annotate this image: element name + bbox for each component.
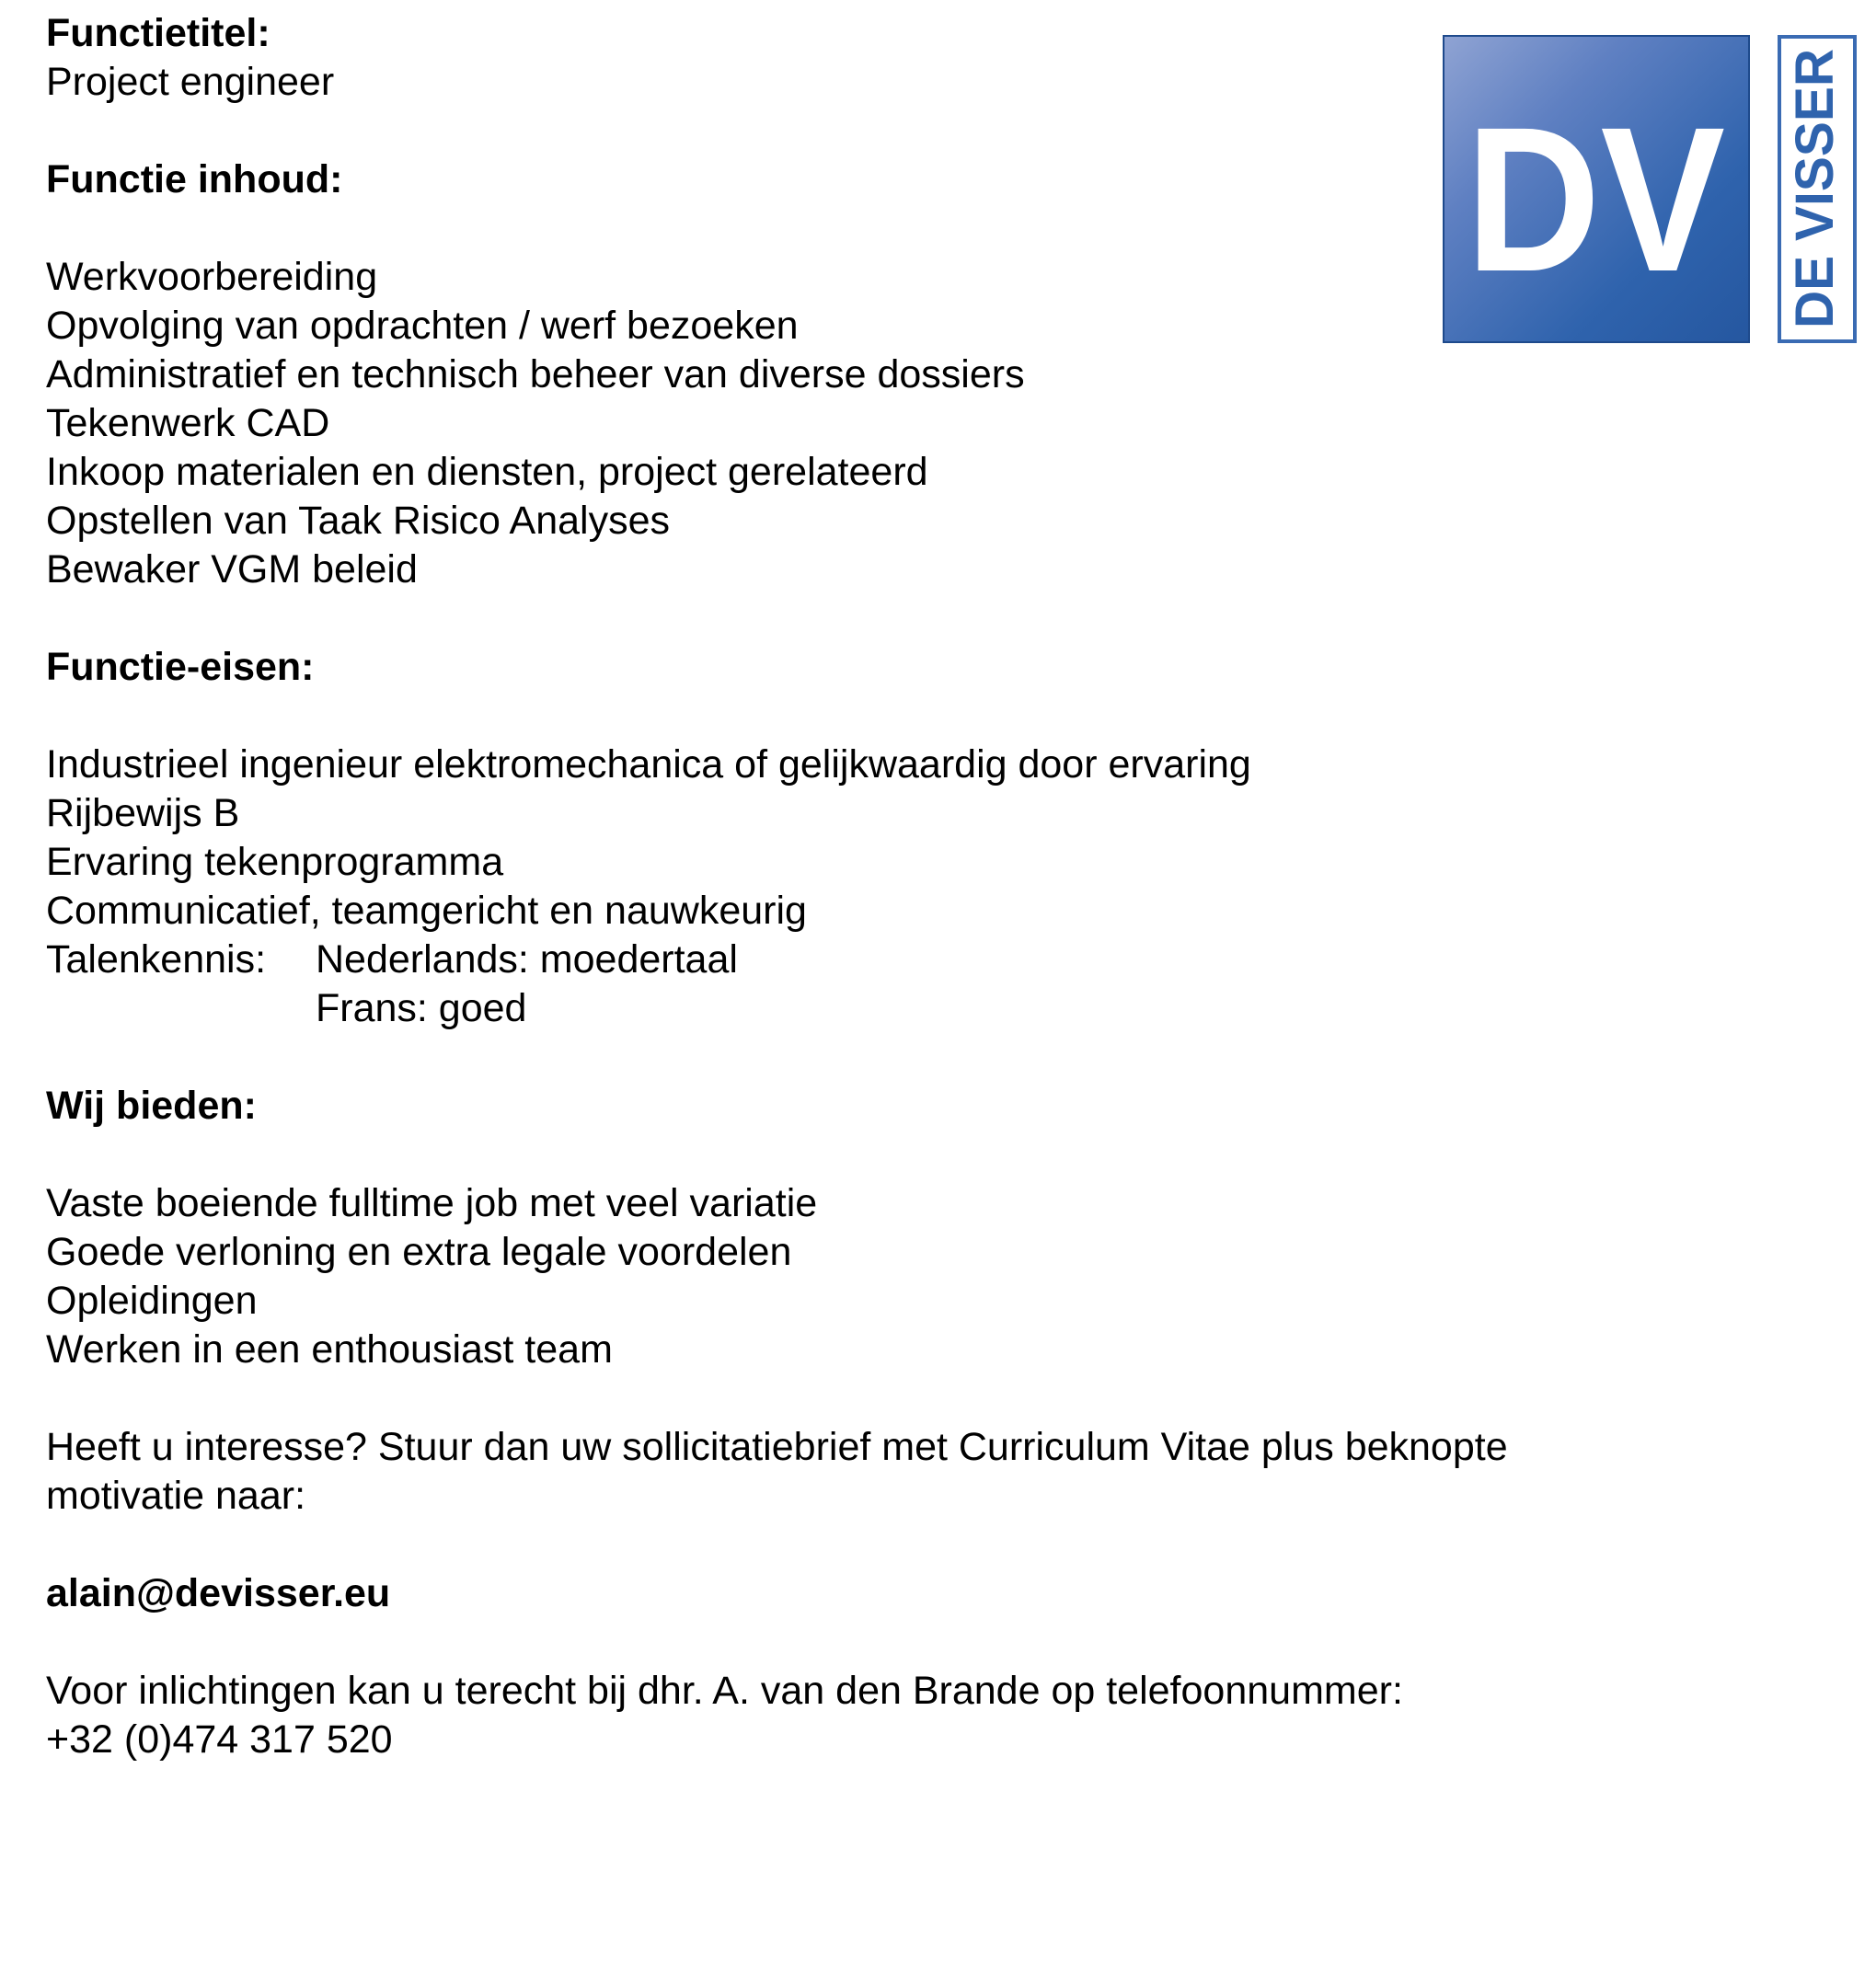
requirement-item: Ervaring tekenprogramma (46, 840, 504, 884)
content-item: Inkoop materialen en diensten, project gerelateerd (46, 450, 928, 494)
content-item: Administratief en technisch beheer van diverse dossiers (46, 352, 1025, 396)
spacer (46, 594, 1426, 643)
offer-heading: Wij bieden: (46, 1084, 257, 1128)
job-title-value: Project engineer (46, 60, 335, 104)
logo-mark-box (1443, 35, 1750, 343)
requirements-heading: Functie-eisen: (46, 645, 315, 689)
offer-item: Vaste boeiende fulltime job met veel variatie (46, 1181, 818, 1225)
content-item: Opvolging van opdrachten / werf bezoeken (46, 304, 799, 348)
logo-mark-text: DV (1466, 85, 1725, 315)
spacer (46, 107, 1426, 155)
vacancy-document (46, 9, 1508, 1764)
logo-name-svg (1781, 39, 1853, 339)
contact-text: Voor inlichtingen kan u terecht bij dhr. A. van den Brande op telefoonnummer: (46, 1669, 1403, 1713)
apply-text: Heeft u interesse? Stuur dan uw sollicitatiebrief met Curriculum Vitae plus beknopte (46, 1425, 1508, 1469)
spacer (46, 1618, 1426, 1667)
logo-name-box (1778, 35, 1857, 343)
apply-text: motivatie naar: (46, 1474, 306, 1518)
requirement-item: Rijbewijs B (46, 791, 240, 835)
offer-item: Opleidingen (46, 1279, 258, 1323)
spacer (46, 1131, 1426, 1179)
content-item: Tekenwerk CAD (46, 401, 330, 445)
spacer (46, 204, 1426, 253)
language-item: Frans: goed (316, 986, 527, 1030)
spacer (46, 692, 1426, 741)
apply-email-link[interactable]: alain@devisser.eu (46, 1571, 391, 1615)
company-logo (1443, 35, 1857, 345)
spacer (46, 1374, 1426, 1423)
contact-phone: +32 (0)474 317 520 (46, 1717, 393, 1762)
spacer (46, 1521, 1426, 1569)
languages-row (46, 936, 1426, 984)
requirement-item: Communicatief, teamgericht en nauwkeurig (46, 889, 807, 933)
language-item: Nederlands: moedertaal (316, 937, 738, 982)
requirement-item: Industrieel ingenieur elektromechanica of gelijkwaardig door ervaring (46, 742, 1251, 787)
content-item: Bewaker VGM beleid (46, 547, 418, 591)
content-heading: Functie inhoud: (46, 157, 343, 201)
logo-name-text: DE VISSER (1785, 43, 1845, 328)
offer-item: Goede verloning en extra legale voordelen (46, 1230, 792, 1274)
languages-label: Talenkennis: (46, 937, 267, 982)
content-item: Werkvoorbereiding (46, 255, 378, 299)
job-title-heading: Functietitel: (46, 11, 270, 55)
spacer (46, 1033, 1426, 1082)
logo-mark-svg (1444, 37, 1750, 343)
offer-item: Werken in een enthousiast team (46, 1327, 613, 1372)
content-item: Opstellen van Taak Risico Analyses (46, 499, 671, 543)
